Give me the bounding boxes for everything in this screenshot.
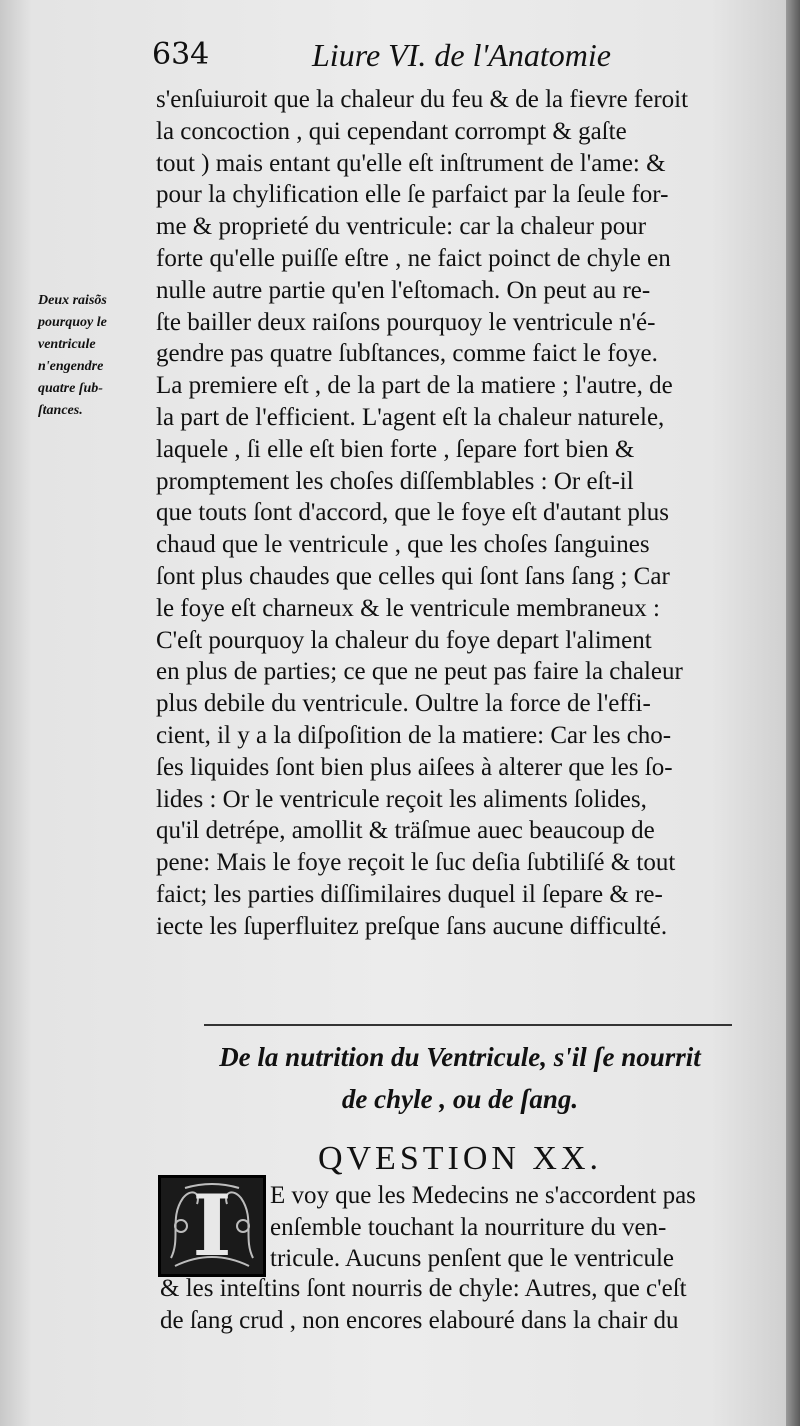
text-line: C'eſt pourquoy la chaleur du foye depart l'aliment <box>156 626 652 654</box>
page-edge-shadow <box>786 0 800 1426</box>
text-line: pour la chylification elle ſe parfaict par la ſeule for- <box>156 181 669 209</box>
main-text-block <box>156 84 746 943</box>
text-line: laquele , ſi elle eſt bien forte , ſepare fort bien & <box>156 435 635 463</box>
text-line: pene: Mais le foye reçoit le ſuc deſia ſubtiliſé & tout <box>156 849 676 877</box>
text-line: s'enſuiuroit que la chaleur du feu & de la fievre feroit <box>156 86 689 113</box>
margin-note-line: ſtances. <box>38 403 83 418</box>
question-text-indented <box>270 1180 770 1275</box>
text-line: ſte bailler deux raiſons pourquoy le ventricule n'é- <box>156 308 656 336</box>
text-line: qu'il detrépe, amollit & träſmue auec beaucoup de <box>156 817 655 845</box>
text-line: gendre pas quatre ſubſtances, comme faict le foye. <box>156 340 658 368</box>
text-line: plus debile du ventricule. Oultre la force de l'effi- <box>156 690 651 718</box>
text-line: enſemble touchant la nourriture du ven- <box>270 1213 667 1241</box>
section-heading <box>160 1036 760 1120</box>
text-line: nulle autre partie qu'en l'eſtomach. On peut au re- <box>156 276 651 304</box>
text-line: ſes liquides ſont bien plus aiſees à alterer que les ſo- <box>156 753 673 781</box>
section-heading-line: de chyle , ou de ſang. <box>341 1084 579 1114</box>
question-label: QVESTION XX. <box>317 1140 603 1177</box>
section-divider <box>204 1024 732 1026</box>
text-line: cient, il y a la diſpoſition de la matiere: Car les cho- <box>156 721 672 749</box>
margin-note-line: ventricule <box>38 337 96 352</box>
text-line: tout ) mais entant qu'elle eſt inſtrument de l'ame: & <box>156 149 666 177</box>
text-line: que touts ſont d'accord, que le foye eſt d'autant plus <box>156 499 670 527</box>
page-number: 634 <box>152 37 210 72</box>
text-line: La premiere eſt , de la part de la matiere ; l'autre, de <box>156 372 673 400</box>
margin-note <box>38 290 156 422</box>
text-line: la part de l'efficient. L'agent eſt la chaleur naturele, <box>156 403 665 431</box>
running-head <box>152 30 712 80</box>
text-line: promptement les choſes diſſemblables : Or eſt-il <box>156 467 634 495</box>
dropcap-letter: I <box>192 1176 232 1275</box>
running-title: Liure VI. de l'Anatomie <box>312 37 611 73</box>
text-line: en plus de parties; ce que ne peut pas faire la chaleur <box>156 658 683 686</box>
text-line: forte qu'elle puiſſe eſtre , ne faict poinct de chyle en <box>156 244 671 272</box>
text-line: la concoction , qui cependant corrompt & gaſte <box>156 117 627 145</box>
text-line: chaud que le ventricule , que les choſes ſanguines <box>156 531 650 559</box>
text-line: E voy que les Medecins ne s'accordent pas <box>270 1182 696 1209</box>
decorated-initial <box>158 1175 266 1277</box>
text-line: le foye eſt charneux & le ventricule membraneux : <box>156 594 660 622</box>
text-line: faict; les parties diſſimilaires duquel il ſepare & re- <box>156 880 663 908</box>
section-heading-line: De la nutrition du Ventricule, s'il ſe nourrit <box>219 1042 701 1072</box>
text-line: tricule. Aucuns penſent que le ventricule <box>270 1245 675 1272</box>
text-line: iecte les ſuperfluitez preſque ſans aucune difficulté. <box>156 912 668 940</box>
text-line: me & proprieté du ventricule: car la chaleur pour <box>156 213 647 241</box>
margin-note-line: Deux raisõs <box>38 293 107 308</box>
text-line: lides : Or le ventricule reçoit les aliments ſolides, <box>156 785 647 813</box>
margin-note-line: pourquoy le <box>38 315 107 330</box>
text-line: ſont plus chaudes que celles qui ſont ſans ſang ; Car <box>156 562 670 590</box>
margin-note-line: n'engendre <box>38 359 104 374</box>
text-line: & les inteſtins ſont nourris de chyle: Autres, que c'eſt <box>160 1275 687 1302</box>
question-text <box>160 1273 760 1336</box>
text-line: de ſang crud , non encores elabouré dans la chair du <box>160 1306 679 1334</box>
margin-note-line: quatre ſub- <box>38 381 103 396</box>
